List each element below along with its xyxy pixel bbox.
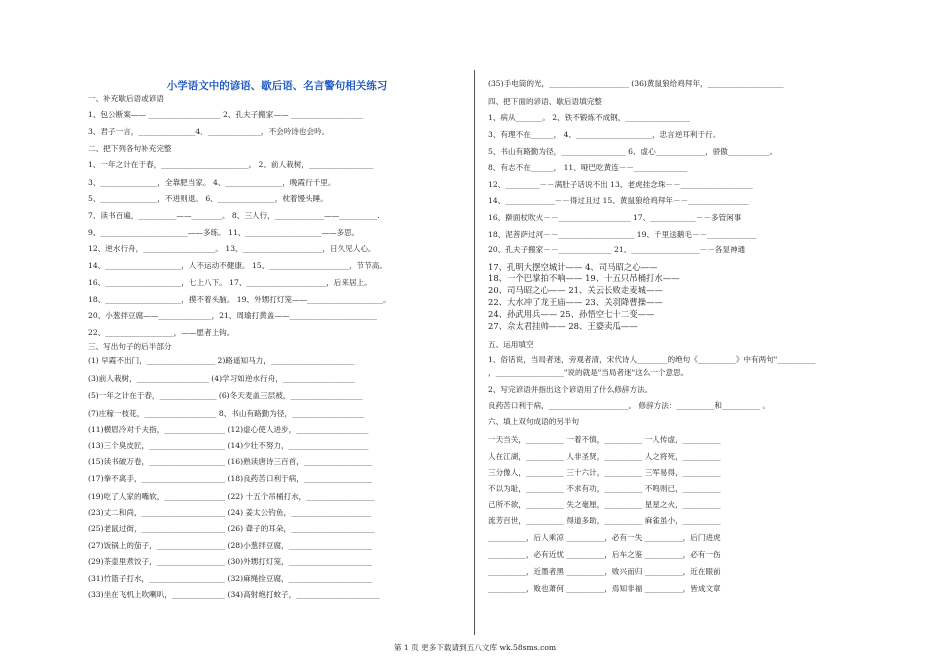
- left-line-24: (17)拳不离手，______________________ (18)良药苦口利于病，__________________: [88, 474, 373, 483]
- left-line-16: 三、写出句子的后半部分: [88, 342, 172, 351]
- left-line-30: (31)竹篮子打水，____________________ (32)麻绳拴豆腐，______________________: [88, 574, 373, 583]
- left-line-23: (15)读书破万卷，____________________ (16)熟读唐诗三百首，__________________: [88, 457, 373, 466]
- left-line-17: (1) 早霞不出门，__________________ 2)路遥知马力，______________________: [88, 356, 355, 365]
- left-line-20: (7)庄稼一枝花，___________________ 8、书山有路勤为径，___________________: [88, 409, 365, 418]
- left-line-3: 3、君子一言，_______________4．______________，不会吟诗也会吟。: [88, 127, 330, 136]
- right-line-5: 5、书山有路勤为径，_________________ 6、虚心_____________，骄傲___________。: [488, 147, 778, 156]
- right-line-23: 六、填上双句成语的另半句: [488, 417, 580, 426]
- page-title: 小学语文中的谚语、歇后语、名言警句相关练习: [166, 80, 388, 92]
- right-line-33: __________，败也萧何 __________，焉知非福 __________，皆成文章: [488, 584, 721, 593]
- right-line-18: 五、运用填空: [488, 340, 534, 349]
- right-line-26: 三分像人，__________ 三十六计，__________ 三军易得，__________: [488, 468, 721, 477]
- right-line-32: __________，近墨者黑 __________，败兴而归 __________，近在眼前: [488, 567, 721, 576]
- left-line-25: (19)吃了人家的嘴软，________________ (22) 十五个吊桶打水，__________________: [88, 492, 375, 501]
- right-line-30: __________，后人乘凉 __________，必有一失 __________，后门进虎: [488, 533, 721, 542]
- right-line-24: 一天当关，__________ 一着不慎，__________ 一人传虚，__________: [488, 435, 721, 444]
- right-line-6: 8、有志不在______， 11、哑巴吃黄连－－______________: [488, 163, 688, 172]
- right-line-2: 四、把下面的谚语、歇后语填完整: [488, 97, 602, 106]
- right-line-4: 3、有理不在______， 4、____________________，忠言逆耳利于行。: [488, 130, 721, 139]
- left-line-11: 14、____________________，人不运动不健康。 15、_____________________，节节高。: [88, 261, 387, 270]
- right-line-22: 良药苦口利于病，_____________________。 修辞方法：__________和__________ 。: [488, 401, 770, 410]
- right-line-31: __________，必有近忧 __________，后车之鉴 __________，必有一伤: [488, 550, 721, 559]
- right-line-25: 人在江湖，__________ 人非圣贤，__________ 人之将死，__________: [488, 452, 721, 461]
- right-line-10: 18、泥菩萨过河－－____________________ 19、千里送鹅毛－－_____________: [488, 230, 757, 239]
- left-line-26: (23)丈二和尚，______________________ (24) 姜太公钓鱼，_____________________: [88, 508, 371, 517]
- left-line-29: (29)茶壶里煮饺子，__________________ (30)外甥打灯笼，______________________: [88, 557, 373, 566]
- left-line-19: (5)一年之计在于春，_______________ (6)冬天麦盖三层被，___________________: [88, 391, 363, 400]
- left-line-8: 7、读书百遍，__________——________。 8、三人行，_____________——__________.: [88, 211, 380, 220]
- column-divider: [474, 70, 475, 635]
- right-line-21: 2、写完谚语并指出这个谚语用了什么修辞方法。: [488, 385, 653, 394]
- right-line-8: 14、_____________－－得过且过 15、黄鼠狼给鸡拜年－－________________: [488, 196, 749, 205]
- left-line-2: 1、包公断案—— ___________________ 2、孔夫子搬家—— ___________________: [88, 110, 364, 119]
- left-line-15: 22、__________________，——愿者上钩。: [88, 328, 235, 337]
- right-line-28: 己所不欲，__________ 失之毫厘，__________ 星星之火，__________: [488, 500, 721, 509]
- right-line-29: 流芳百世，__________ 得道多助，__________ 麻雀虽小，__________: [488, 516, 721, 525]
- left-line-22: (13)三个臭皮匠，____________________ (14)少壮不努力，_____________________: [88, 441, 369, 450]
- left-line-27: (25)老鼠过街，______________________ (26) 聋子的耳朵，______________________: [88, 524, 375, 533]
- left-line-28: (27)饭锅上的茄子，__________________ (28)小葱拌豆腐，______________________: [88, 541, 373, 550]
- right-line-1: (35)手电筒的光，_____________________ (36)黄鼠狼给鸡拜年，____________________: [488, 79, 784, 88]
- left-line-21: (11)横眉冷对千夫指，________________ (12)虚心使人进步，___________________: [88, 425, 369, 434]
- right-line-20: ，__________________"说的就是"当局者迷"这么一个意思。: [488, 368, 689, 377]
- page-footer: 第 1 页 更多下载请到五八文库 wk.58sms.com: [393, 643, 557, 652]
- right-line-13: 18、一个巴掌拍不响—— 19、十五只吊桶打水——: [488, 273, 680, 283]
- right-line-12: 17、孔明大摆空城计—— 4、司马昭之心——: [488, 262, 658, 272]
- left-line-9: 9、_______________________——多练。 11、____________________——多思。: [88, 228, 360, 237]
- right-line-15: 22、大水冲了龙王庙—— 23、关羽降曹操——: [488, 297, 663, 307]
- left-line-7: 5、_______________，不进则退。 6、_______________，枕着馒头睡。: [88, 194, 328, 203]
- left-line-4: 二、把下列各句补充完整: [88, 144, 172, 153]
- left-line-13: 18、____________________，摸不着头脑。 19、外甥打灯笼——____________________。: [88, 295, 391, 304]
- left-line-12: 16、____________________，七上八下。 17、_____________________，后来居上。: [88, 278, 372, 287]
- right-line-17: 27、佘太君挂帅—— 28、王婆卖瓜——: [488, 321, 638, 331]
- left-line-1: 一、补充歇后语或谚语: [88, 94, 164, 103]
- right-line-27: 不以为耻，__________ 不求有功，__________ 不鸣则已，__________: [488, 484, 721, 493]
- right-line-14: 20、司马昭之心—— 21、关云长败走麦城——: [488, 285, 663, 295]
- left-line-18: (3)前人栽树，___________________ (4)学习如逆水行舟，___________________: [88, 374, 355, 383]
- right-line-7: 12、_________－－满肚子话说不出 13、老虎挂念珠－－___________________: [488, 180, 753, 189]
- left-line-10: 12、逆水行舟，___________________。 13、_____________________，日久见人心。: [88, 244, 376, 253]
- right-line-19: 1、俗话说，当局者迷，旁观者清，宋代诗人________的绝句《__________》中有两句"__________: [488, 355, 816, 364]
- left-line-6: 3、_______________，全靠肥当家。 4、_______________，晚霞行千里。: [88, 178, 336, 187]
- left-line-5: 1、一年之计在于春，_______________________。 2、前人栽树，_________________: [88, 160, 374, 169]
- right-line-11: 20、孔夫子搬家－－______________ 21、__________________－－各显神通: [488, 245, 746, 254]
- right-line-3: 1、病从_______。 2、铁不锻炼不成钢，_________________: [488, 113, 690, 122]
- right-line-16: 24、孙武用兵—— 25、孙悟空七十二变——: [488, 309, 655, 319]
- left-line-14: 20、小葱拌豆腐——______________，21、周瑜打黄盖——_______________________: [88, 311, 377, 320]
- right-line-9: 16、擀面杖吹火－－___________________ 17、____________－－多管闲事: [488, 213, 742, 222]
- left-line-31: (33)坐在飞机上吹喇叭，______________ (34)高射炮打蚊子，______________________: [88, 590, 380, 599]
